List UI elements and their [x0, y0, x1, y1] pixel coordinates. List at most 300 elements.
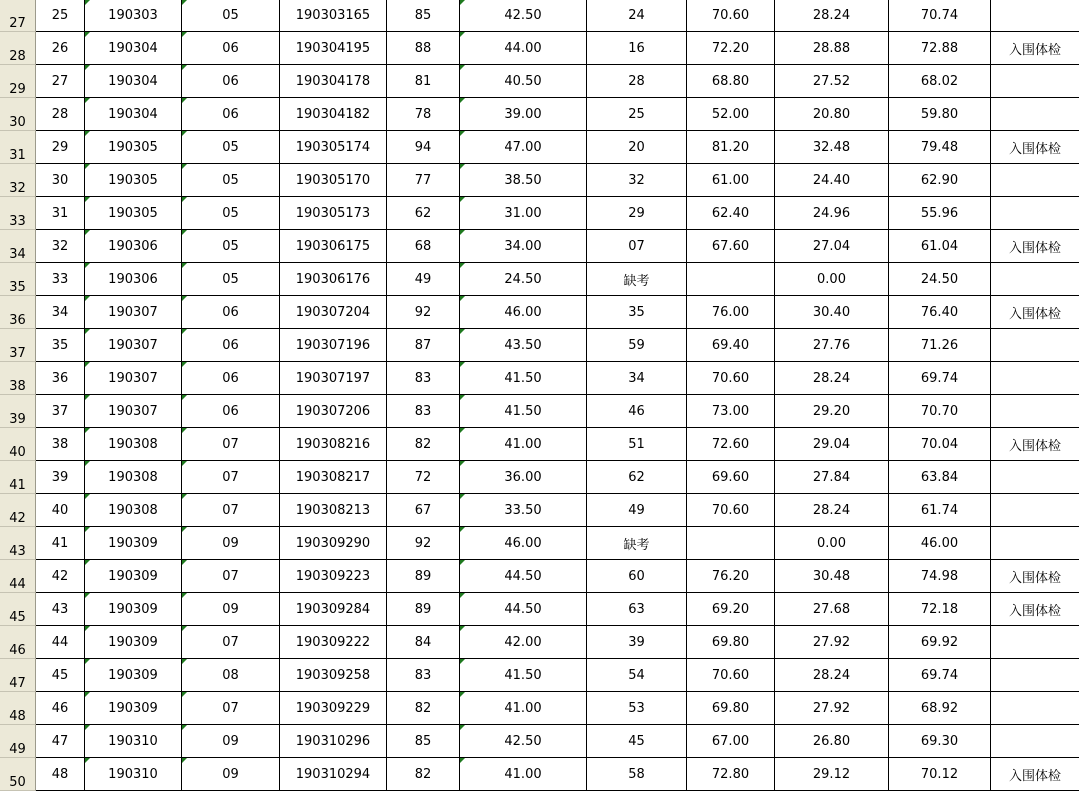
cell-written-score[interactable]: 83 [387, 395, 460, 428]
cell-unit-code[interactable]: 190304 [85, 32, 182, 65]
cell-interview-no[interactable]: 16 [587, 32, 687, 65]
table-row[interactable] [0, 692, 1079, 725]
row-header[interactable]: 47 [0, 659, 36, 692]
cell-unit-code[interactable]: 190309 [85, 692, 182, 725]
cell-position-code[interactable]: 05 [182, 263, 280, 296]
table-row[interactable] [0, 329, 1079, 362]
cell-interview-no[interactable]: 29 [587, 197, 687, 230]
cell-seq[interactable]: 32 [36, 230, 85, 263]
cell-total[interactable]: 69.30 [889, 725, 991, 758]
cell-seq[interactable]: 29 [36, 131, 85, 164]
row-header[interactable]: 40 [0, 428, 36, 461]
cell-seq[interactable]: 44 [36, 626, 85, 659]
row-header[interactable]: 46 [0, 626, 36, 659]
cell-seq[interactable]: 40 [36, 494, 85, 527]
cell-written-score[interactable]: 77 [387, 164, 460, 197]
cell-exam-id[interactable]: 190304195 [280, 32, 387, 65]
cell-written-score[interactable]: 82 [387, 692, 460, 725]
cell-interview-score[interactable]: 72.20 [687, 32, 775, 65]
row-header[interactable]: 29 [0, 65, 36, 98]
cell-written-weighted[interactable]: 42.50 [460, 0, 587, 32]
cell-written-score[interactable]: 94 [387, 131, 460, 164]
cell-total[interactable]: 63.84 [889, 461, 991, 494]
cell-total[interactable]: 68.92 [889, 692, 991, 725]
cell-position-code[interactable]: 09 [182, 758, 280, 791]
cell-interview-no[interactable]: 24 [587, 0, 687, 32]
cell-interview-score[interactable]: 69.60 [687, 461, 775, 494]
cell-seq[interactable]: 38 [36, 428, 85, 461]
cell-exam-id[interactable]: 190304178 [280, 65, 387, 98]
cell-unit-code[interactable]: 190306 [85, 263, 182, 296]
cell-interview-score[interactable]: 62.40 [687, 197, 775, 230]
cell-interview-score[interactable]: 72.60 [687, 428, 775, 461]
cell-position-code[interactable]: 07 [182, 461, 280, 494]
cell-interview-weighted[interactable]: 0.00 [775, 263, 889, 296]
cell-interview-score[interactable]: 52.00 [687, 98, 775, 131]
row-header[interactable]: 32 [0, 164, 36, 197]
row-header[interactable]: 30 [0, 98, 36, 131]
cell-position-code[interactable]: 06 [182, 32, 280, 65]
cell-written-score[interactable]: 62 [387, 197, 460, 230]
cell-seq[interactable]: 30 [36, 164, 85, 197]
cell-interview-weighted[interactable]: 26.80 [775, 725, 889, 758]
cell-interview-score[interactable] [687, 263, 775, 296]
cell-position-code[interactable]: 06 [182, 329, 280, 362]
table-row[interactable] [0, 593, 1079, 626]
row-header[interactable]: 42 [0, 494, 36, 527]
cell-written-score[interactable]: 92 [387, 296, 460, 329]
cell-position-code[interactable]: 09 [182, 527, 280, 560]
cell-position-code[interactable]: 08 [182, 659, 280, 692]
cell-written-weighted[interactable]: 42.00 [460, 626, 587, 659]
row-header[interactable]: 49 [0, 725, 36, 758]
cell-seq[interactable]: 31 [36, 197, 85, 230]
cell-interview-no[interactable]: 54 [587, 659, 687, 692]
cell-interview-weighted[interactable]: 27.68 [775, 593, 889, 626]
cell-interview-weighted[interactable]: 27.04 [775, 230, 889, 263]
cell-unit-code[interactable]: 190307 [85, 362, 182, 395]
row-header[interactable]: 43 [0, 527, 36, 560]
cell-exam-id[interactable]: 190303165 [280, 0, 387, 32]
cell-remark[interactable] [991, 395, 1079, 428]
row-header[interactable]: 44 [0, 560, 36, 593]
row-header[interactable]: 50 [0, 758, 36, 791]
cell-written-score[interactable]: 87 [387, 329, 460, 362]
cell-written-weighted[interactable]: 47.00 [460, 131, 587, 164]
cell-total[interactable]: 62.90 [889, 164, 991, 197]
cell-written-score[interactable]: 68 [387, 230, 460, 263]
table-row[interactable] [0, 98, 1079, 131]
cell-written-score[interactable]: 81 [387, 65, 460, 98]
cell-interview-score[interactable]: 67.00 [687, 725, 775, 758]
cell-interview-score[interactable]: 61.00 [687, 164, 775, 197]
cell-remark[interactable]: 入围体检 [991, 758, 1079, 791]
cell-exam-id[interactable]: 190309284 [280, 593, 387, 626]
cell-unit-code[interactable]: 190306 [85, 230, 182, 263]
cell-position-code[interactable]: 07 [182, 560, 280, 593]
cell-seq[interactable]: 36 [36, 362, 85, 395]
cell-exam-id[interactable]: 190308216 [280, 428, 387, 461]
cell-interview-weighted[interactable]: 28.24 [775, 494, 889, 527]
cell-written-weighted[interactable]: 24.50 [460, 263, 587, 296]
cell-written-weighted[interactable]: 46.00 [460, 527, 587, 560]
cell-written-score[interactable]: 89 [387, 593, 460, 626]
cell-interview-no[interactable]: 46 [587, 395, 687, 428]
row-header[interactable]: 37 [0, 329, 36, 362]
table-row[interactable] [0, 494, 1079, 527]
cell-interview-weighted[interactable]: 28.24 [775, 362, 889, 395]
cell-written-score[interactable]: 67 [387, 494, 460, 527]
cell-interview-no[interactable]: 62 [587, 461, 687, 494]
cell-interview-weighted[interactable]: 27.92 [775, 626, 889, 659]
cell-interview-no[interactable]: 53 [587, 692, 687, 725]
cell-written-weighted[interactable]: 41.00 [460, 692, 587, 725]
cell-written-score[interactable]: 84 [387, 626, 460, 659]
cell-interview-no[interactable]: 63 [587, 593, 687, 626]
cell-interview-weighted[interactable]: 27.76 [775, 329, 889, 362]
cell-remark[interactable] [991, 98, 1079, 131]
cell-interview-score[interactable]: 70.60 [687, 0, 775, 32]
cell-remark[interactable] [991, 725, 1079, 758]
cell-unit-code[interactable]: 190310 [85, 725, 182, 758]
cell-interview-score[interactable]: 69.80 [687, 626, 775, 659]
table-row[interactable] [0, 560, 1079, 593]
cell-exam-id[interactable]: 190309290 [280, 527, 387, 560]
cell-interview-no[interactable]: 35 [587, 296, 687, 329]
cell-interview-no[interactable]: 28 [587, 65, 687, 98]
cell-unit-code[interactable]: 190304 [85, 65, 182, 98]
cell-exam-id[interactable]: 190310294 [280, 758, 387, 791]
cell-written-weighted[interactable]: 46.00 [460, 296, 587, 329]
cell-position-code[interactable]: 05 [182, 230, 280, 263]
cell-interview-score[interactable]: 69.80 [687, 692, 775, 725]
cell-written-score[interactable]: 49 [387, 263, 460, 296]
table-row[interactable] [0, 725, 1079, 758]
cell-total[interactable]: 70.74 [889, 0, 991, 32]
row-header[interactable]: 41 [0, 461, 36, 494]
cell-written-weighted[interactable]: 42.50 [460, 725, 587, 758]
cell-total[interactable]: 59.80 [889, 98, 991, 131]
cell-total[interactable]: 61.74 [889, 494, 991, 527]
cell-written-weighted[interactable]: 40.50 [460, 65, 587, 98]
cell-written-score[interactable]: 83 [387, 362, 460, 395]
cell-interview-score[interactable]: 69.40 [687, 329, 775, 362]
cell-position-code[interactable]: 09 [182, 593, 280, 626]
cell-seq[interactable]: 27 [36, 65, 85, 98]
cell-interview-weighted[interactable]: 24.40 [775, 164, 889, 197]
cell-seq[interactable]: 33 [36, 263, 85, 296]
cell-total[interactable]: 69.74 [889, 362, 991, 395]
cell-remark[interactable] [991, 461, 1079, 494]
row-header[interactable]: 48 [0, 692, 36, 725]
cell-total[interactable]: 46.00 [889, 527, 991, 560]
cell-exam-id[interactable]: 190308217 [280, 461, 387, 494]
cell-interview-score[interactable]: 67.60 [687, 230, 775, 263]
cell-position-code[interactable]: 09 [182, 725, 280, 758]
cell-remark[interactable] [991, 527, 1079, 560]
cell-interview-weighted[interactable]: 28.24 [775, 659, 889, 692]
cell-seq[interactable]: 25 [36, 0, 85, 32]
cell-seq[interactable]: 42 [36, 560, 85, 593]
cell-written-weighted[interactable]: 41.00 [460, 428, 587, 461]
cell-unit-code[interactable]: 190304 [85, 98, 182, 131]
cell-written-score[interactable]: 92 [387, 527, 460, 560]
cell-written-weighted[interactable]: 36.00 [460, 461, 587, 494]
cell-seq[interactable]: 43 [36, 593, 85, 626]
cell-seq[interactable]: 35 [36, 329, 85, 362]
cell-position-code[interactable]: 06 [182, 65, 280, 98]
row-header[interactable]: 38 [0, 362, 36, 395]
cell-written-weighted[interactable]: 34.00 [460, 230, 587, 263]
row-header[interactable]: 35 [0, 263, 36, 296]
cell-written-weighted[interactable]: 41.50 [460, 362, 587, 395]
cell-interview-score[interactable]: 70.60 [687, 362, 775, 395]
cell-written-score[interactable]: 85 [387, 0, 460, 32]
cell-remark[interactable] [991, 263, 1079, 296]
table-row[interactable] [0, 230, 1079, 263]
cell-seq[interactable]: 41 [36, 527, 85, 560]
cell-interview-no[interactable]: 60 [587, 560, 687, 593]
cell-total[interactable]: 70.04 [889, 428, 991, 461]
cell-interview-weighted[interactable]: 0.00 [775, 527, 889, 560]
cell-unit-code[interactable]: 190309 [85, 560, 182, 593]
cell-exam-id[interactable]: 190307206 [280, 395, 387, 428]
cell-interview-no[interactable]: 缺考 [587, 527, 687, 560]
cell-interview-weighted[interactable]: 28.88 [775, 32, 889, 65]
cell-seq[interactable]: 48 [36, 758, 85, 791]
cell-written-weighted[interactable]: 39.00 [460, 98, 587, 131]
cell-interview-score[interactable]: 70.60 [687, 494, 775, 527]
cell-interview-no[interactable]: 45 [587, 725, 687, 758]
cell-position-code[interactable]: 05 [182, 131, 280, 164]
cell-total[interactable]: 69.74 [889, 659, 991, 692]
cell-interview-no[interactable]: 58 [587, 758, 687, 791]
cell-seq[interactable]: 34 [36, 296, 85, 329]
cell-seq[interactable]: 46 [36, 692, 85, 725]
cell-interview-score[interactable]: 68.80 [687, 65, 775, 98]
cell-unit-code[interactable]: 190305 [85, 164, 182, 197]
cell-interview-weighted[interactable]: 20.80 [775, 98, 889, 131]
cell-unit-code[interactable]: 190307 [85, 329, 182, 362]
table-row[interactable] [0, 395, 1079, 428]
cell-unit-code[interactable]: 190305 [85, 197, 182, 230]
cell-written-score[interactable]: 83 [387, 659, 460, 692]
cell-interview-weighted[interactable]: 27.84 [775, 461, 889, 494]
table-row[interactable] [0, 164, 1079, 197]
cell-total[interactable]: 71.26 [889, 329, 991, 362]
row-header[interactable]: 31 [0, 131, 36, 164]
cell-remark[interactable] [991, 692, 1079, 725]
cell-remark[interactable]: 入围体检 [991, 230, 1079, 263]
cell-written-weighted[interactable]: 44.50 [460, 560, 587, 593]
cell-position-code[interactable]: 06 [182, 98, 280, 131]
cell-position-code[interactable]: 05 [182, 0, 280, 32]
cell-remark[interactable] [991, 65, 1079, 98]
cell-total[interactable]: 24.50 [889, 263, 991, 296]
row-header[interactable]: 27 [0, 0, 36, 32]
cell-remark[interactable]: 入围体检 [991, 560, 1079, 593]
cell-unit-code[interactable]: 190308 [85, 461, 182, 494]
cell-interview-score[interactable]: 81.20 [687, 131, 775, 164]
cell-total[interactable]: 79.48 [889, 131, 991, 164]
cell-position-code[interactable]: 06 [182, 362, 280, 395]
cell-seq[interactable]: 45 [36, 659, 85, 692]
cell-interview-weighted[interactable]: 28.24 [775, 0, 889, 32]
cell-written-score[interactable]: 85 [387, 725, 460, 758]
cell-unit-code[interactable]: 190305 [85, 131, 182, 164]
cell-interview-score[interactable]: 70.60 [687, 659, 775, 692]
cell-seq[interactable]: 28 [36, 98, 85, 131]
cell-remark[interactable]: 入围体检 [991, 296, 1079, 329]
cell-written-weighted[interactable]: 44.50 [460, 593, 587, 626]
table-row[interactable] [0, 428, 1079, 461]
cell-written-weighted[interactable]: 41.00 [460, 758, 587, 791]
cell-unit-code[interactable]: 190308 [85, 494, 182, 527]
cell-remark[interactable]: 入围体检 [991, 593, 1079, 626]
cell-total[interactable]: 72.18 [889, 593, 991, 626]
cell-position-code[interactable]: 05 [182, 197, 280, 230]
cell-written-weighted[interactable]: 31.00 [460, 197, 587, 230]
cell-seq[interactable]: 47 [36, 725, 85, 758]
cell-written-weighted[interactable]: 41.50 [460, 659, 587, 692]
cell-exam-id[interactable]: 190305170 [280, 164, 387, 197]
cell-interview-no[interactable]: 34 [587, 362, 687, 395]
cell-position-code[interactable]: 07 [182, 626, 280, 659]
cell-interview-no[interactable]: 20 [587, 131, 687, 164]
cell-interview-no[interactable]: 07 [587, 230, 687, 263]
cell-unit-code[interactable]: 190309 [85, 626, 182, 659]
row-header[interactable]: 34 [0, 230, 36, 263]
cell-exam-id[interactable]: 190307197 [280, 362, 387, 395]
cell-seq[interactable]: 39 [36, 461, 85, 494]
cell-interview-score[interactable]: 72.80 [687, 758, 775, 791]
cell-unit-code[interactable]: 190309 [85, 659, 182, 692]
cell-exam-id[interactable]: 190309229 [280, 692, 387, 725]
cell-position-code[interactable]: 06 [182, 296, 280, 329]
row-header[interactable]: 39 [0, 395, 36, 428]
cell-unit-code[interactable]: 190308 [85, 428, 182, 461]
cell-exam-id[interactable]: 190309223 [280, 560, 387, 593]
cell-interview-weighted[interactable]: 29.04 [775, 428, 889, 461]
cell-seq[interactable]: 37 [36, 395, 85, 428]
cell-total[interactable]: 61.04 [889, 230, 991, 263]
cell-unit-code[interactable]: 190309 [85, 527, 182, 560]
cell-total[interactable]: 68.02 [889, 65, 991, 98]
table-row[interactable] [0, 758, 1079, 791]
cell-interview-score[interactable]: 76.20 [687, 560, 775, 593]
cell-exam-id[interactable]: 190308213 [280, 494, 387, 527]
table-row[interactable] [0, 659, 1079, 692]
cell-written-score[interactable]: 88 [387, 32, 460, 65]
table-row[interactable] [0, 65, 1079, 98]
cell-exam-id[interactable]: 190305174 [280, 131, 387, 164]
table-row[interactable] [0, 197, 1079, 230]
cell-exam-id[interactable]: 190306176 [280, 263, 387, 296]
cell-interview-weighted[interactable]: 29.20 [775, 395, 889, 428]
cell-position-code[interactable]: 07 [182, 428, 280, 461]
cell-remark[interactable]: 入围体检 [991, 32, 1079, 65]
cell-remark[interactable] [991, 659, 1079, 692]
row-header[interactable]: 28 [0, 32, 36, 65]
cell-interview-weighted[interactable]: 32.48 [775, 131, 889, 164]
cell-exam-id[interactable]: 190307196 [280, 329, 387, 362]
table-row[interactable] [0, 626, 1079, 659]
cell-exam-id[interactable]: 190307204 [280, 296, 387, 329]
cell-written-score[interactable]: 89 [387, 560, 460, 593]
cell-written-weighted[interactable]: 33.50 [460, 494, 587, 527]
cell-total[interactable]: 76.40 [889, 296, 991, 329]
cell-unit-code[interactable]: 190307 [85, 395, 182, 428]
cell-remark[interactable] [991, 494, 1079, 527]
cell-interview-weighted[interactable]: 27.92 [775, 692, 889, 725]
table-row[interactable] [0, 131, 1079, 164]
cell-interview-weighted[interactable]: 24.96 [775, 197, 889, 230]
cell-interview-no[interactable]: 25 [587, 98, 687, 131]
cell-position-code[interactable]: 07 [182, 692, 280, 725]
cell-exam-id[interactable]: 190309222 [280, 626, 387, 659]
cell-total[interactable]: 69.92 [889, 626, 991, 659]
cell-unit-code[interactable]: 190310 [85, 758, 182, 791]
cell-remark[interactable]: 入围体检 [991, 428, 1079, 461]
cell-position-code[interactable]: 07 [182, 494, 280, 527]
row-header[interactable]: 33 [0, 197, 36, 230]
cell-interview-weighted[interactable]: 30.40 [775, 296, 889, 329]
cell-exam-id[interactable]: 190309258 [280, 659, 387, 692]
cell-exam-id[interactable]: 190306175 [280, 230, 387, 263]
table-row[interactable] [0, 0, 1079, 32]
cell-remark[interactable] [991, 197, 1079, 230]
cell-exam-id[interactable]: 190305173 [280, 197, 387, 230]
cell-remark[interactable] [991, 329, 1079, 362]
cell-written-weighted[interactable]: 38.50 [460, 164, 587, 197]
cell-total[interactable]: 72.88 [889, 32, 991, 65]
cell-remark[interactable] [991, 164, 1079, 197]
cell-remark[interactable] [991, 626, 1079, 659]
cell-interview-weighted[interactable]: 30.48 [775, 560, 889, 593]
cell-written-weighted[interactable]: 44.00 [460, 32, 587, 65]
cell-unit-code[interactable]: 190303 [85, 0, 182, 32]
cell-interview-score[interactable] [687, 527, 775, 560]
row-header[interactable]: 36 [0, 296, 36, 329]
table-row[interactable] [0, 527, 1079, 560]
cell-unit-code[interactable]: 190309 [85, 593, 182, 626]
cell-interview-no[interactable]: 49 [587, 494, 687, 527]
cell-remark[interactable] [991, 0, 1079, 32]
cell-total[interactable]: 70.70 [889, 395, 991, 428]
cell-position-code[interactable]: 06 [182, 395, 280, 428]
cell-remark[interactable] [991, 362, 1079, 395]
cell-exam-id[interactable]: 190304182 [280, 98, 387, 131]
table-row[interactable] [0, 263, 1079, 296]
cell-interview-no[interactable]: 39 [587, 626, 687, 659]
cell-written-score[interactable]: 72 [387, 461, 460, 494]
table-row[interactable] [0, 296, 1079, 329]
table-row[interactable] [0, 461, 1079, 494]
cell-interview-score[interactable]: 69.20 [687, 593, 775, 626]
cell-seq[interactable]: 26 [36, 32, 85, 65]
cell-exam-id[interactable]: 190310296 [280, 725, 387, 758]
cell-written-score[interactable]: 82 [387, 758, 460, 791]
cell-written-weighted[interactable]: 41.50 [460, 395, 587, 428]
row-header[interactable]: 45 [0, 593, 36, 626]
cell-unit-code[interactable]: 190307 [85, 296, 182, 329]
cell-written-weighted[interactable]: 43.50 [460, 329, 587, 362]
cell-interview-no[interactable]: 51 [587, 428, 687, 461]
cell-interview-no[interactable]: 59 [587, 329, 687, 362]
cell-interview-weighted[interactable]: 27.52 [775, 65, 889, 98]
cell-total[interactable]: 55.96 [889, 197, 991, 230]
cell-interview-score[interactable]: 76.00 [687, 296, 775, 329]
